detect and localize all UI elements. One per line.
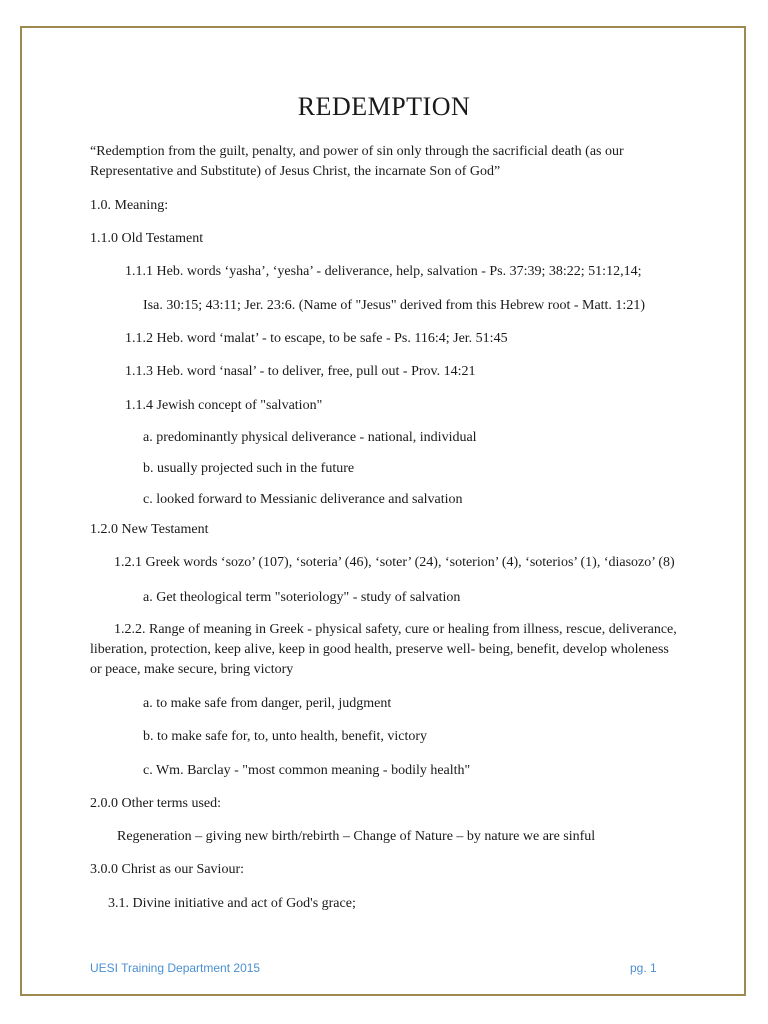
section-1-1-4-item-a: a. predominantly physical deliverance - national, individual xyxy=(143,430,477,445)
section-1-1-4: 1.1.4 Jewish concept of "salvation" xyxy=(125,398,323,413)
section-1-1-3: 1.1.3 Heb. word ‘nasal’ - to deliver, free, pull out - Prov. 14:21 xyxy=(125,364,476,379)
section-1-2-2: 1.2.2. Range of meaning in Greek - physical safety, cure or healing from illness, rescue, deliverance, liberation, protection, keep alive, keep in good health, preserve well- being, benefit, develop wholeness or peace, make secure, bring victory xyxy=(90,622,677,677)
section-1-2-2-item-a: a. to make safe from danger, peril, judgment xyxy=(143,696,392,711)
section-1-2-2-item-b: b. to make safe for, to, unto health, benefit, victory xyxy=(143,729,428,744)
section-1-1-1-line-2: Isa. 30:15; 43:11; Jer. 23:6. (Name of "Jesus" derived from this Hebrew root - Matt. 1:21) xyxy=(143,298,645,313)
regeneration-line: Regeneration – giving new birth/rebirth – Change of Nature – by nature we are sinful xyxy=(117,829,596,844)
page-title: REDEMPTION xyxy=(297,92,471,121)
section-1-2-1: 1.2.1 Greek words ‘sozo’ (107), ‘soteria’ (46), ‘soter’ (24), ‘soterion’ (4), ‘soterios’ (1), ‘diasozo’ (8) xyxy=(114,555,675,570)
section-1-1-0-heading: 1.1.0 Old Testament xyxy=(90,231,204,246)
section-1-2-0-heading: 1.2.0 New Testament xyxy=(90,522,209,537)
section-1-2-2-item-c: c. Wm. Barclay - "most common meaning - bodily health" xyxy=(143,763,471,778)
section-1-1-4-item-b: b. usually projected such in the future xyxy=(143,461,355,476)
definition-quote: “Redemption from the guilt, penalty, and power of sin only through the sacrificial death (as our Representative and Substitute) of Jesus Christ, the incarnate Son of God” xyxy=(90,144,624,179)
footer-department: UESI Training Department 2015 xyxy=(90,961,261,975)
section-1-2-1-item-a: a. Get theological term "soteriology" - study of salvation xyxy=(143,590,461,605)
section-3-1: 3.1. Divine initiative and act of God's grace; xyxy=(108,896,356,911)
footer-page-number: pg. 1 xyxy=(630,961,657,975)
section-1-1-1-line-1: 1.1.1 Heb. words ‘yasha’, ‘yesha’ - deliverance, help, salvation - Ps. 37:39; 38:22; 51:12,14; xyxy=(125,264,642,279)
section-1-0-heading: 1.0. Meaning: xyxy=(90,198,169,213)
section-1-1-2: 1.1.2 Heb. word ‘malat’ - to escape, to be safe - Ps. 116:4; Jer. 51:45 xyxy=(125,331,508,346)
section-3-0-0-heading: 3.0.0 Christ as our Saviour: xyxy=(90,862,244,877)
section-1-1-4-item-c: c. looked forward to Messianic deliverance and salvation xyxy=(143,492,463,507)
section-2-0-0-heading: 2.0.0 Other terms used: xyxy=(90,796,222,811)
